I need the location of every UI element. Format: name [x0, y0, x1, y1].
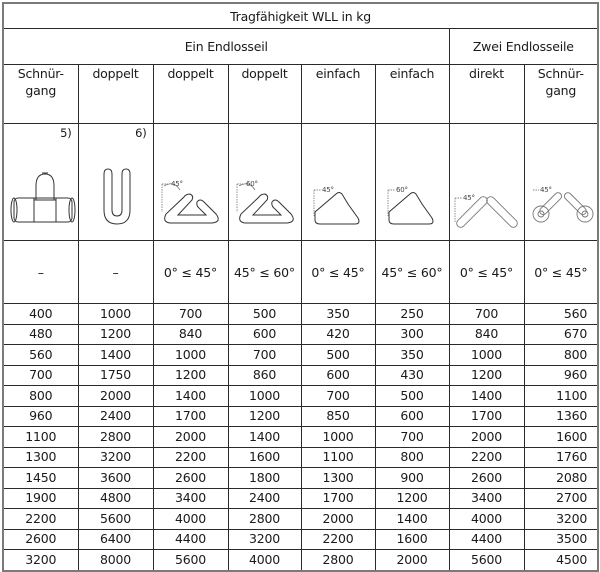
data-body: [3, 304, 598, 571]
table-cell: 900: [375, 468, 449, 489]
table-cell: 350: [375, 345, 449, 366]
table-cell: 1100: [524, 386, 598, 407]
angle-range: –: [3, 241, 78, 304]
table-cell: 1450: [3, 468, 78, 489]
table-cell: 3200: [3, 550, 78, 571]
table-cell: 860: [228, 365, 301, 386]
column-header-line1: doppelt: [241, 66, 288, 81]
table-cell: 2000: [375, 550, 449, 571]
icon-cell: [228, 124, 301, 241]
column-header-line1: einfach: [389, 66, 435, 81]
table-row: [3, 304, 598, 325]
double-wrap-60-icon: [229, 124, 301, 240]
angle-mark-label: 45°: [170, 180, 183, 188]
table-cell: 6400: [78, 529, 153, 550]
table-cell: 4000: [449, 509, 524, 530]
table-cell: 5600: [153, 550, 228, 571]
group-header-zwei-endlosseile: Zwei Endlosseile: [449, 29, 598, 65]
table-cell: 850: [301, 406, 375, 427]
table-cell: 1200: [228, 406, 301, 427]
table-row: [3, 386, 598, 407]
table-cell: 3200: [524, 509, 598, 530]
table-cell: 3200: [228, 529, 301, 550]
column-header-line1: direkt: [469, 66, 504, 81]
table-cell: 960: [524, 365, 598, 386]
table-cell: 300: [375, 324, 449, 345]
column-header: [449, 65, 524, 124]
table-cell: 1400: [449, 386, 524, 407]
table-cell: 2080: [524, 468, 598, 489]
table-cell: 2600: [153, 468, 228, 489]
table-row: [3, 468, 598, 489]
table-title: Tragfähigkeit WLL in kg: [3, 3, 598, 29]
table-cell: 2200: [153, 447, 228, 468]
table-cell: 840: [449, 324, 524, 345]
table-cell: 8000: [78, 550, 153, 571]
column-header-line1: Schnür-: [17, 66, 64, 81]
table-cell: 2000: [153, 427, 228, 448]
table-cell: 1360: [524, 406, 598, 427]
group-header-ein-endlosseil: Ein Endlosseil: [3, 29, 449, 65]
table-cell: 2800: [228, 509, 301, 530]
angle-row: [3, 241, 598, 304]
table-cell: 1200: [449, 365, 524, 386]
angle-range: 45° ≤ 60°: [375, 241, 449, 304]
icon-cell: [375, 124, 449, 241]
icon-cell: [449, 124, 524, 241]
table-cell: 500: [228, 304, 301, 325]
table-cell: 1100: [301, 447, 375, 468]
column-header-row: [3, 65, 598, 124]
table-cell: 1000: [301, 427, 375, 448]
two-slings-choker-icon: [525, 124, 598, 240]
table-cell: 560: [3, 345, 78, 366]
table-cell: 700: [375, 427, 449, 448]
column-header: [3, 65, 78, 124]
column-header-line2: gang: [25, 83, 57, 98]
two-slings-direct-icon: [450, 124, 524, 240]
table-cell: 700: [449, 304, 524, 325]
table-cell: 2400: [78, 406, 153, 427]
column-header-line1: doppelt: [92, 66, 139, 81]
table-row: [3, 324, 598, 345]
table-row: [3, 345, 598, 366]
table-cell: 4400: [449, 529, 524, 550]
table-cell: 4400: [153, 529, 228, 550]
table-cell: 1200: [375, 488, 449, 509]
table-cell: 2800: [301, 550, 375, 571]
table-cell: 1300: [301, 468, 375, 489]
table-cell: 430: [375, 365, 449, 386]
column-header: [524, 65, 598, 124]
table-cell: 1000: [78, 304, 153, 325]
angle-range: 0° ≤ 45°: [153, 241, 228, 304]
footnote-ref: 5): [60, 126, 72, 140]
table-cell: 1700: [449, 406, 524, 427]
column-header-line1: Schnür-: [537, 66, 584, 81]
table-cell: 600: [301, 365, 375, 386]
table-cell: 700: [301, 386, 375, 407]
icon-cell: [78, 124, 153, 241]
table-cell: 800: [3, 386, 78, 407]
table-cell: 1000: [228, 386, 301, 407]
angle-range: 0° ≤ 45°: [524, 241, 598, 304]
table-cell: 1600: [228, 447, 301, 468]
table-cell: 5600: [78, 509, 153, 530]
table-row: [3, 447, 598, 468]
table-cell: 840: [153, 324, 228, 345]
single-wrap-45-icon: [302, 124, 375, 240]
column-header-line1: doppelt: [167, 66, 214, 81]
table-cell: 1760: [524, 447, 598, 468]
table-row: [3, 509, 598, 530]
angle-mark-label: 45°: [462, 194, 475, 202]
table-cell: 1100: [3, 427, 78, 448]
angle-mark-label: 60°: [395, 186, 408, 194]
table-cell: 600: [228, 324, 301, 345]
table-cell: 2600: [449, 468, 524, 489]
table-cell: 420: [301, 324, 375, 345]
table-cell: 700: [153, 304, 228, 325]
table-cell: 500: [375, 386, 449, 407]
table-cell: 1400: [375, 509, 449, 530]
table-cell: 1800: [228, 468, 301, 489]
table-cell: 2200: [449, 447, 524, 468]
angle-mark-label: 45°: [321, 186, 334, 194]
table-cell: 4000: [153, 509, 228, 530]
column-header: [153, 65, 228, 124]
table-cell: 2800: [78, 427, 153, 448]
icon-cell: [3, 124, 78, 241]
group-row: [3, 29, 598, 65]
choker-hitch-icon: [4, 124, 78, 240]
angle-range: 0° ≤ 45°: [449, 241, 524, 304]
table-cell: 1200: [78, 324, 153, 345]
table-cell: 1200: [153, 365, 228, 386]
table-cell: 670: [524, 324, 598, 345]
wll-capacity-table: [2, 2, 599, 572]
table-cell: 3500: [524, 529, 598, 550]
table-cell: 1600: [524, 427, 598, 448]
title-row: [3, 3, 598, 29]
table-cell: 800: [524, 345, 598, 366]
u-sling-icon: [79, 124, 153, 240]
table-cell: 3200: [78, 447, 153, 468]
angle-mark-label: 60°: [245, 180, 258, 188]
table-cell: 1000: [153, 345, 228, 366]
table-row: [3, 406, 598, 427]
angle-range: –: [78, 241, 153, 304]
single-wrap-60-icon: [376, 124, 449, 240]
table-cell: 560: [524, 304, 598, 325]
table-cell: 1700: [301, 488, 375, 509]
table-cell: 4500: [524, 550, 598, 571]
table-cell: 700: [3, 365, 78, 386]
table-row: [3, 550, 598, 571]
table-cell: 600: [375, 406, 449, 427]
column-header: [301, 65, 375, 124]
column-header-line2: gang: [545, 83, 577, 98]
table-cell: 3600: [78, 468, 153, 489]
angle-range: 0° ≤ 45°: [301, 241, 375, 304]
table-row: [3, 529, 598, 550]
table-cell: 4000: [228, 550, 301, 571]
table-cell: 1000: [449, 345, 524, 366]
table-row: [3, 488, 598, 509]
table-cell: 2600: [3, 529, 78, 550]
table-cell: 700: [228, 345, 301, 366]
table-cell: 250: [375, 304, 449, 325]
double-wrap-45-icon: [154, 124, 228, 240]
table-cell: 400: [3, 304, 78, 325]
table-cell: 1400: [228, 427, 301, 448]
table-row: [3, 365, 598, 386]
icon-cell: [524, 124, 598, 241]
table-cell: 1400: [78, 345, 153, 366]
table-cell: 2700: [524, 488, 598, 509]
table-cell: 2200: [3, 509, 78, 530]
footnote-ref: 6): [135, 126, 147, 140]
column-header: [375, 65, 449, 124]
table-cell: 5600: [449, 550, 524, 571]
table-cell: 1900: [3, 488, 78, 509]
table-cell: 480: [3, 324, 78, 345]
table-cell: 4800: [78, 488, 153, 509]
table-cell: 2000: [449, 427, 524, 448]
table-cell: 350: [301, 304, 375, 325]
table-cell: 1400: [153, 386, 228, 407]
table-cell: 1700: [153, 406, 228, 427]
table-cell: 2400: [228, 488, 301, 509]
table-cell: 2200: [301, 529, 375, 550]
angle-mark-label: 45°: [539, 186, 552, 194]
column-header: [228, 65, 301, 124]
table-cell: 800: [375, 447, 449, 468]
table-cell: 1300: [3, 447, 78, 468]
column-header-line1: einfach: [315, 66, 361, 81]
table-cell: 2000: [78, 386, 153, 407]
column-header: [78, 65, 153, 124]
icon-cell: [153, 124, 228, 241]
table-cell: 960: [3, 406, 78, 427]
angle-range: 45° ≤ 60°: [228, 241, 301, 304]
table-cell: 3400: [153, 488, 228, 509]
table-cell: 1600: [375, 529, 449, 550]
icon-row: [3, 124, 598, 241]
table-cell: 1750: [78, 365, 153, 386]
icon-cell: [301, 124, 375, 241]
table-row: [3, 427, 598, 448]
table-cell: 2000: [301, 509, 375, 530]
table-cell: 3400: [449, 488, 524, 509]
table-cell: 500: [301, 345, 375, 366]
